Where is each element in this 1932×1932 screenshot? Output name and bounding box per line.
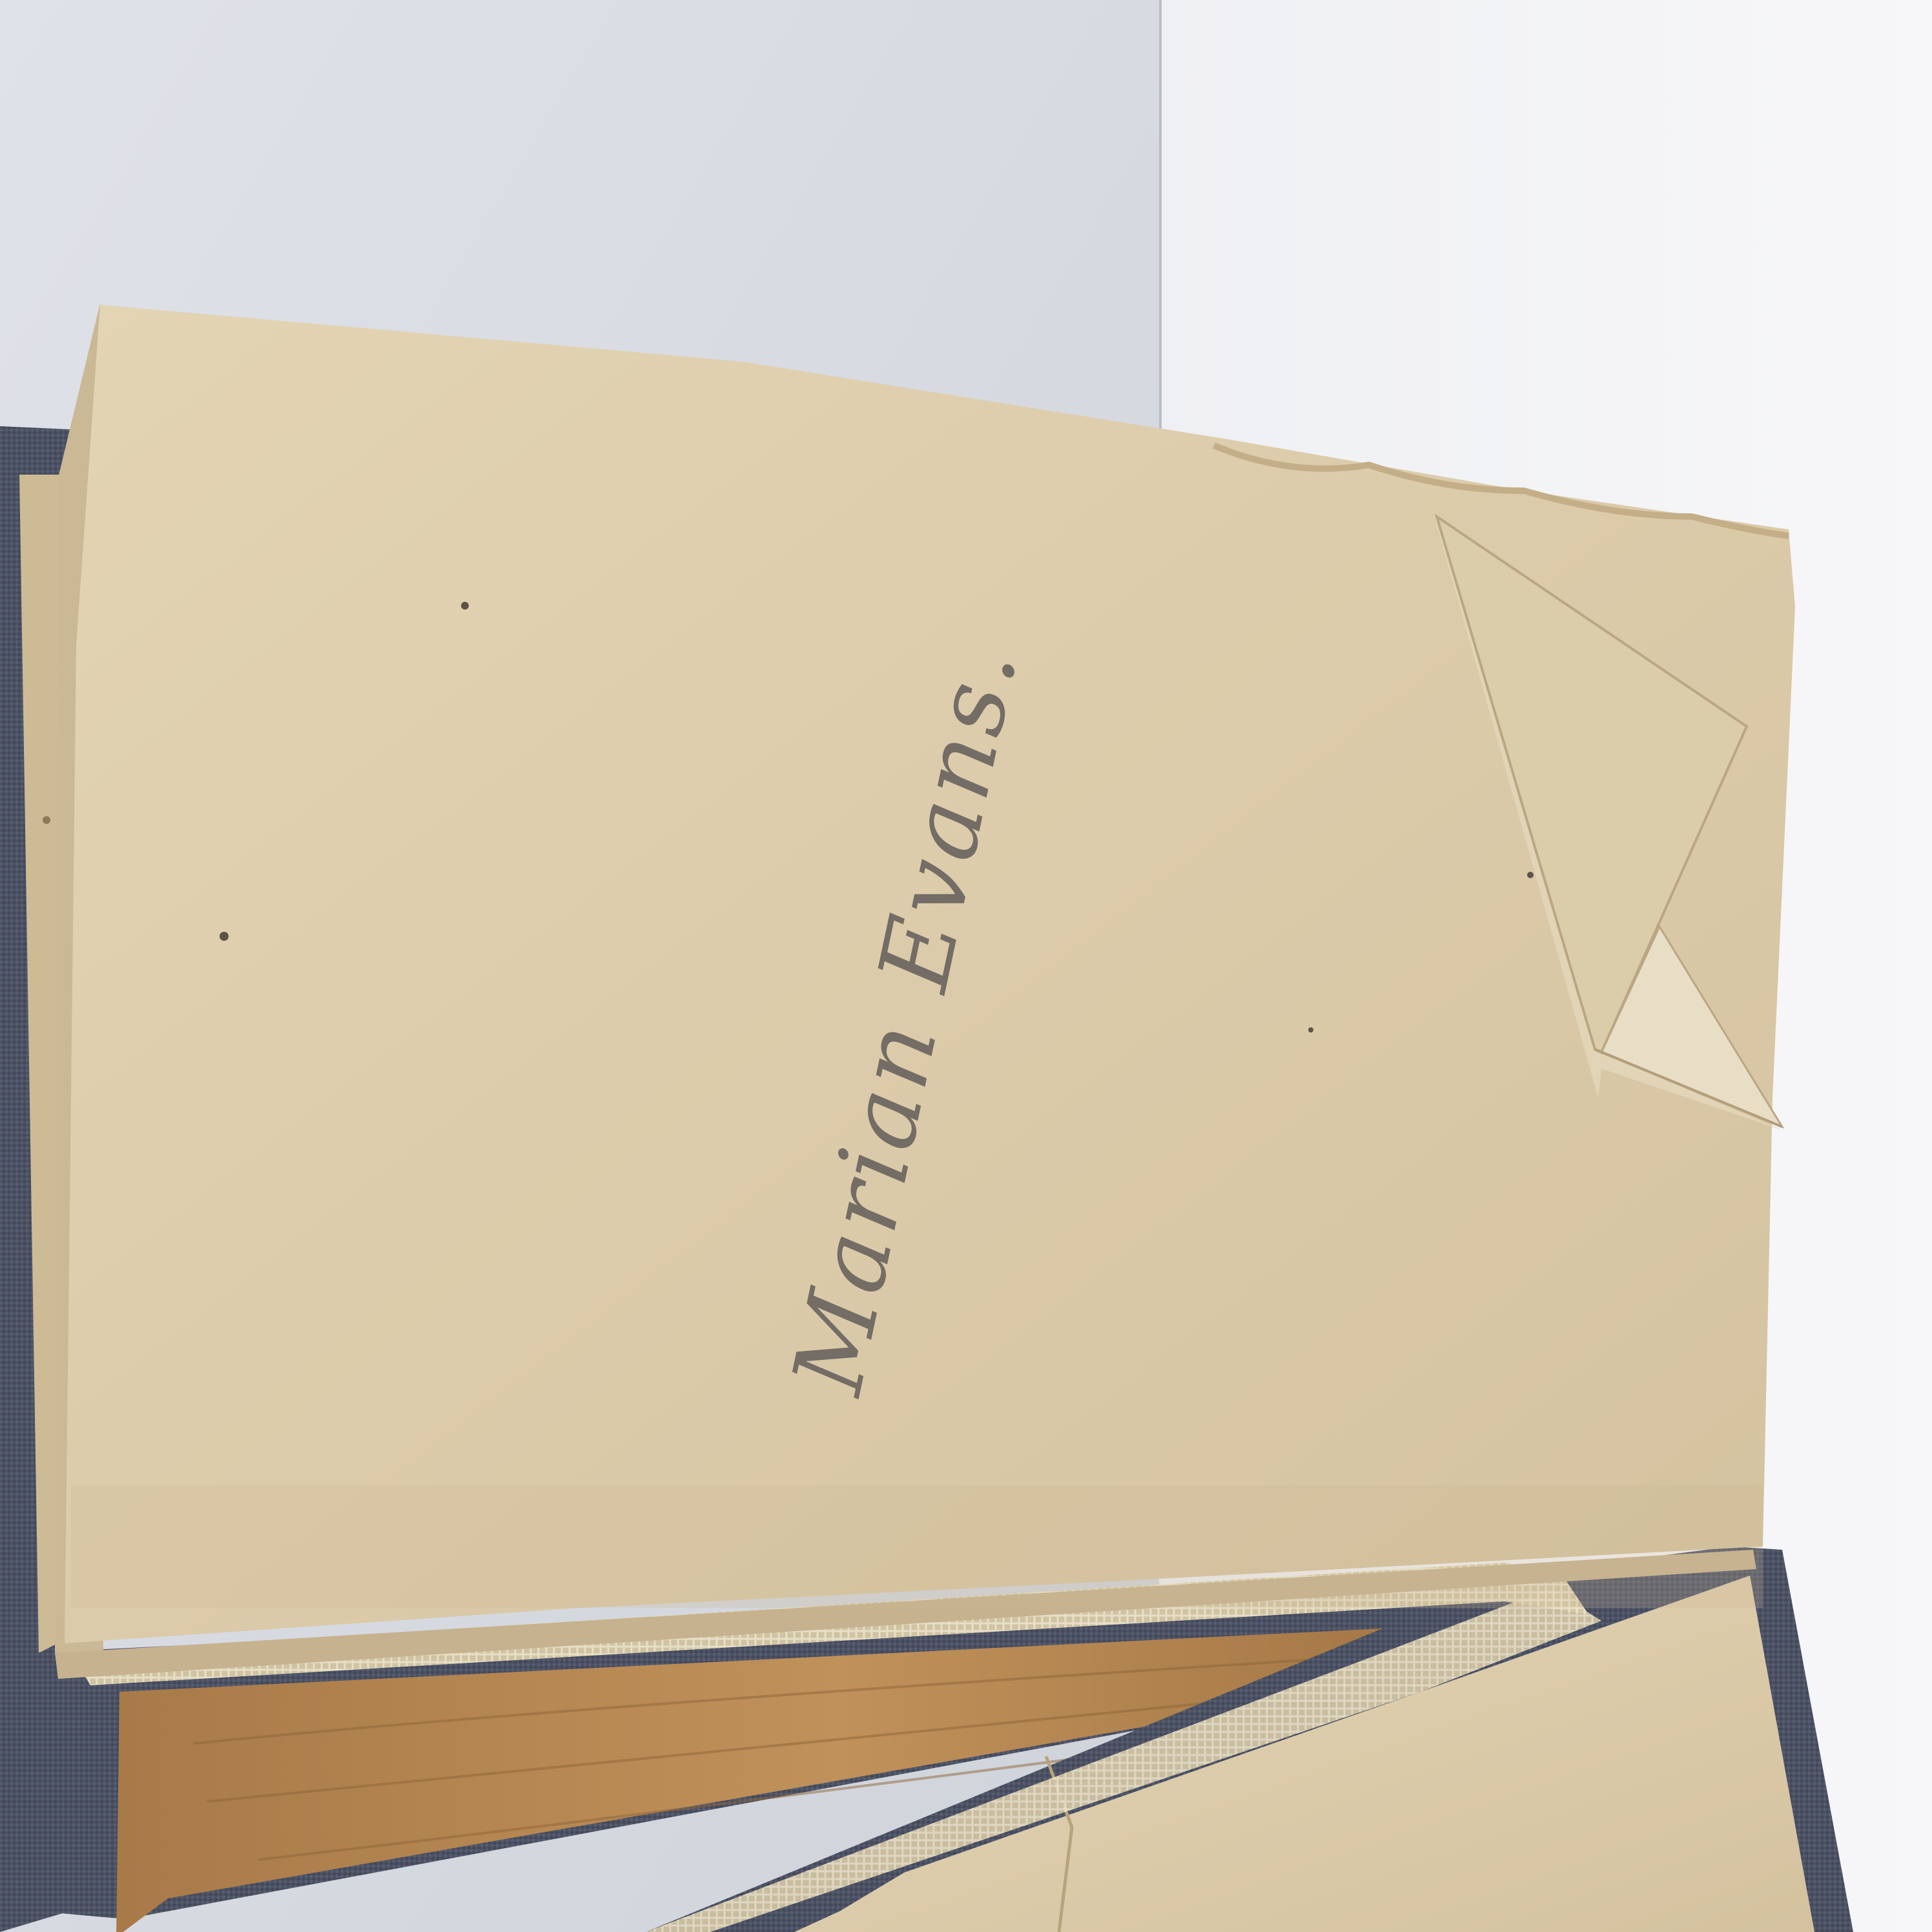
inscription-text: Marian Evans. [772,634,1040,1403]
flyleaf-shading [71,1485,1763,1608]
